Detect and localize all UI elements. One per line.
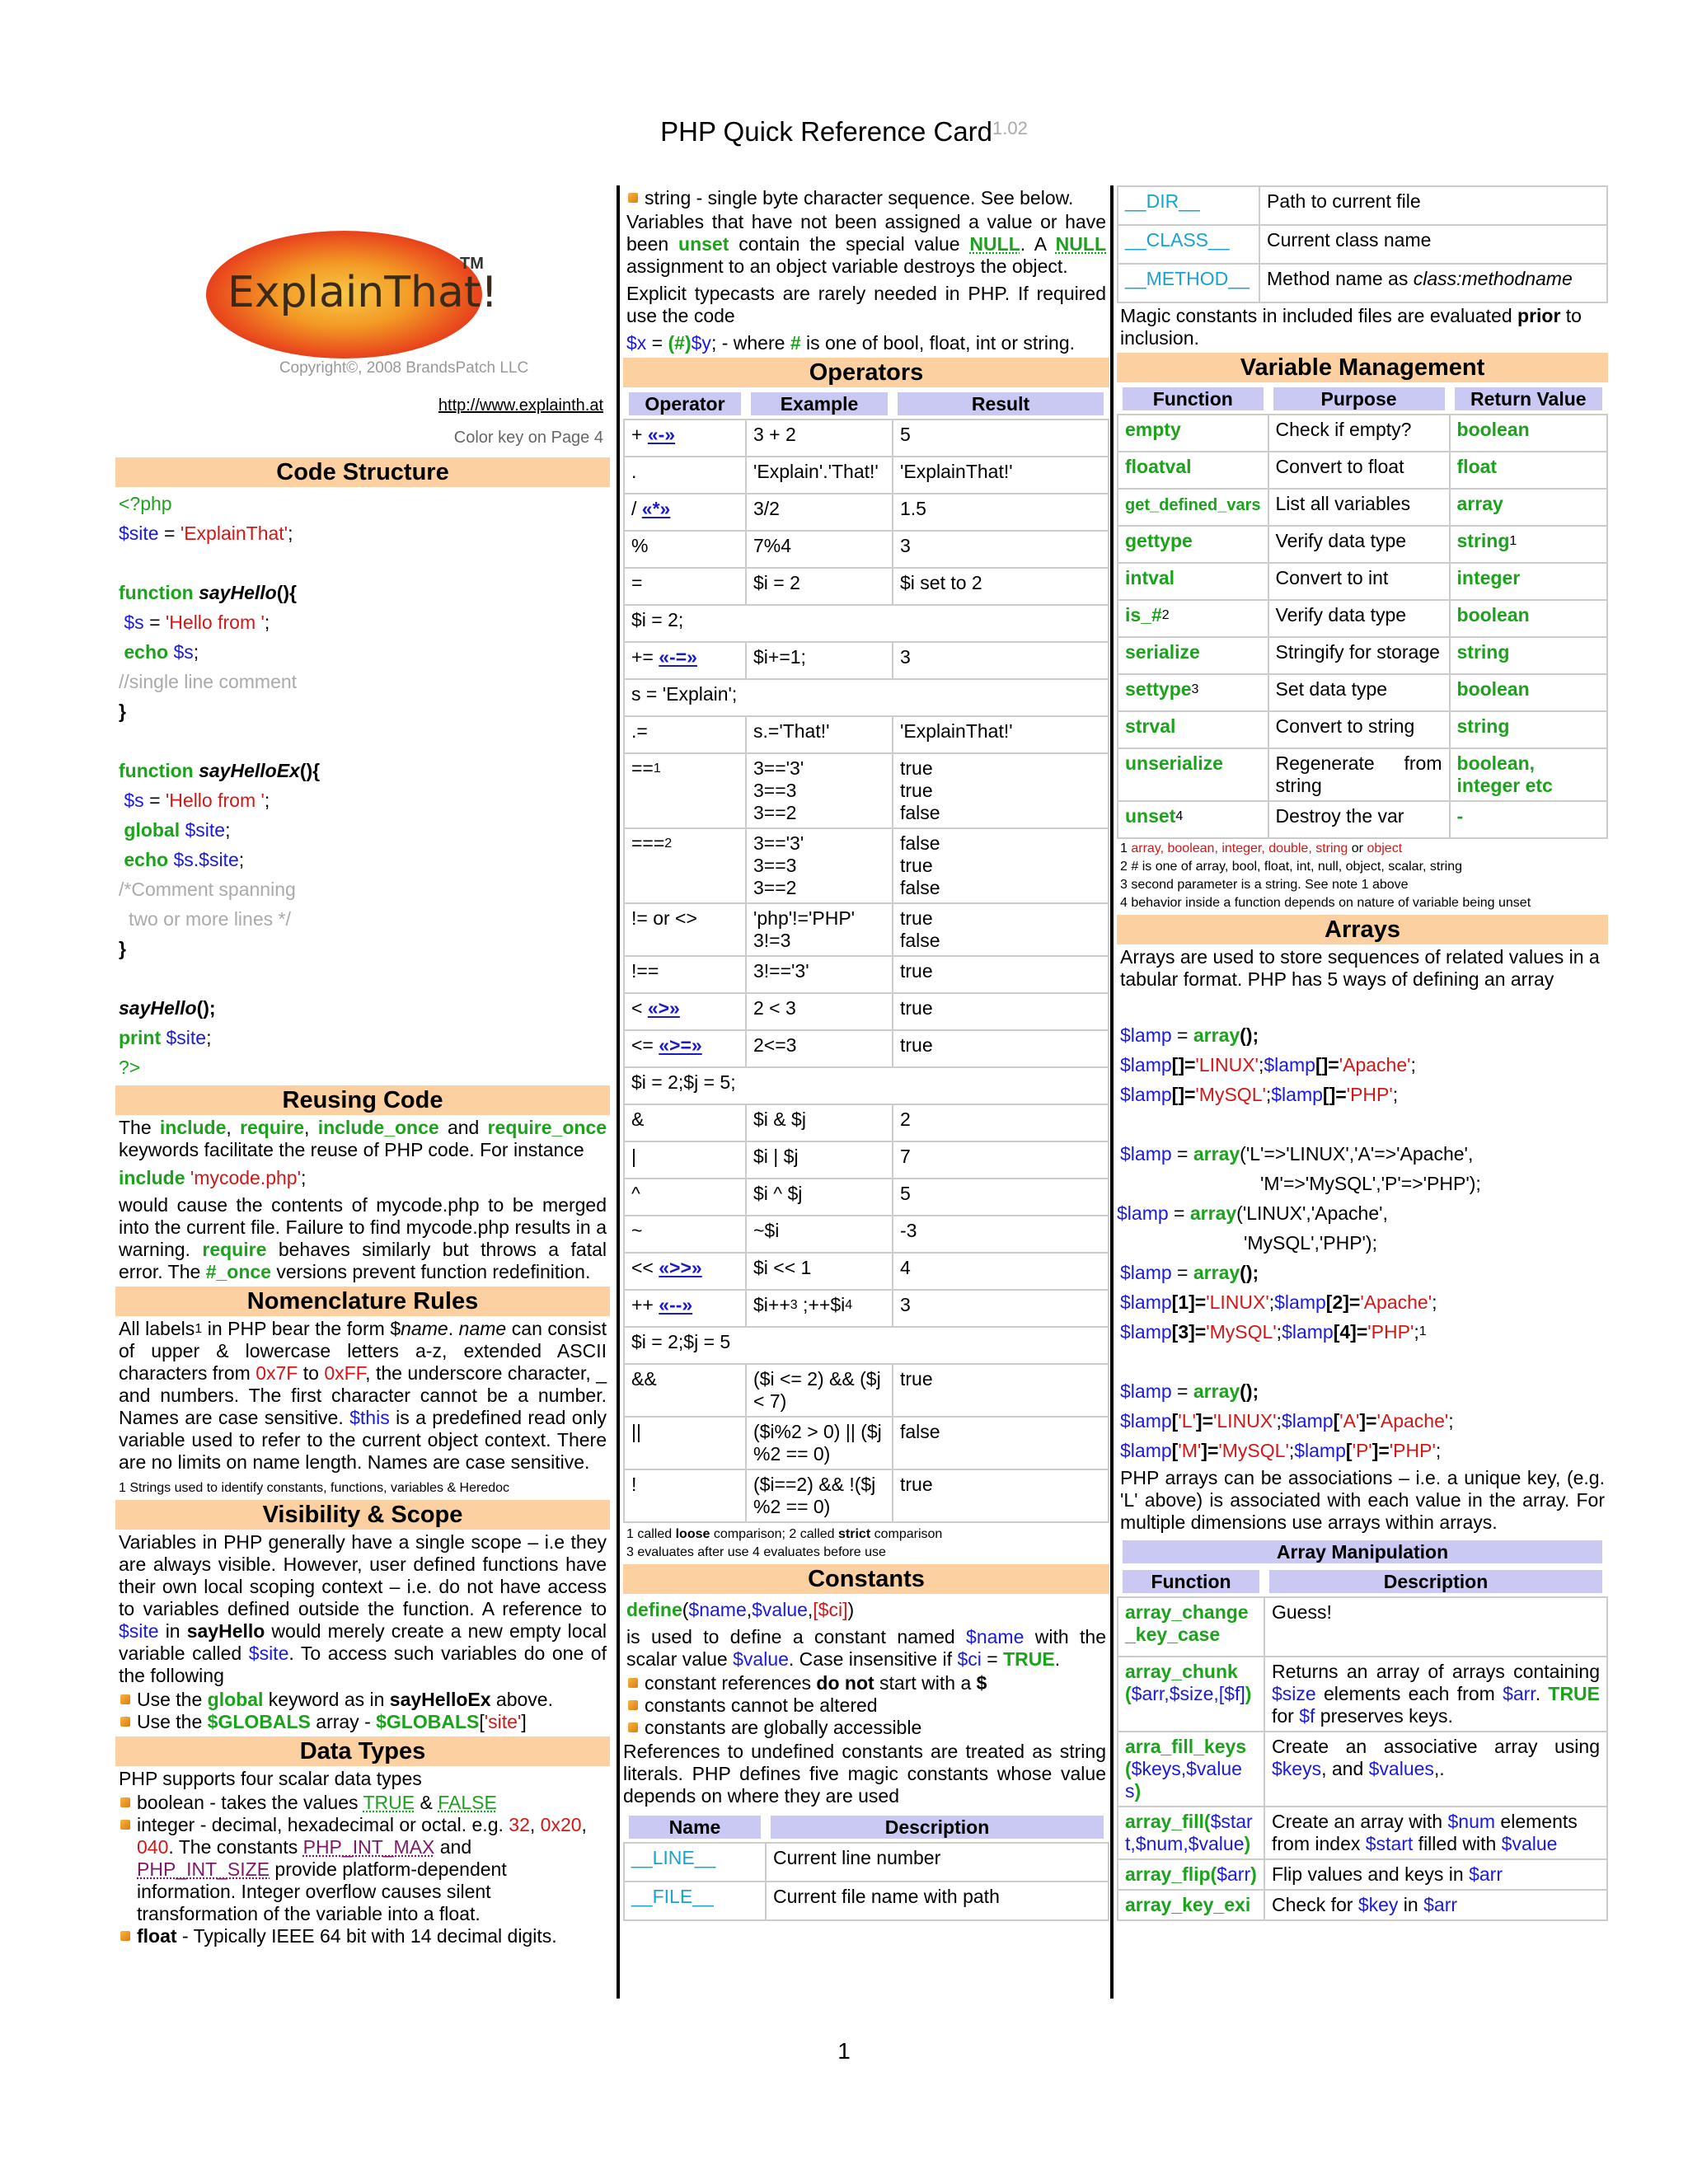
table-cell: gettype bbox=[1118, 526, 1268, 563]
table-row bbox=[624, 1179, 1109, 1216]
table-cell: $i = 2;$j = 5; bbox=[624, 1067, 1109, 1104]
table-cell: 1.5 bbox=[893, 494, 1109, 531]
table-cell: array_fill($start,$num,$value) bbox=[1118, 1807, 1264, 1859]
magic-constants-table-cont bbox=[1117, 185, 1608, 303]
magic-constants-note: Magic constants in included files are evaluated prior to inclusion. bbox=[1120, 305, 1582, 349]
code-line: function sayHelloEx(){ bbox=[119, 760, 321, 781]
table-cell: $i << 1 bbox=[746, 1253, 893, 1290]
header-result: Result bbox=[893, 389, 1109, 419]
table-row bbox=[1118, 1597, 1607, 1657]
bullet-icon bbox=[120, 1797, 130, 1807]
table-row bbox=[1118, 1890, 1607, 1920]
table-cell: || bbox=[624, 1417, 746, 1469]
constants-paragraph: is used to define a constant named $name with the scalar value $value. Case insensitive if $ci = TRUE. bbox=[626, 1626, 1106, 1670]
varmgmt-footnote: 1 array, boolean, integer, double, string or object bbox=[1120, 841, 1403, 855]
array-manipulation-table bbox=[1117, 1537, 1608, 1921]
operators-footnote: 3 evaluates after use 4 evaluates before use bbox=[626, 1545, 886, 1559]
table-row bbox=[1118, 1732, 1607, 1807]
copyright: Copyright©, 2008 BrandsPatch LLC bbox=[279, 359, 529, 377]
table-cell: 7%4 bbox=[746, 531, 893, 568]
column-middle bbox=[617, 185, 1109, 1999]
table-cell: 7 bbox=[893, 1141, 1109, 1179]
table-cell: ~ bbox=[624, 1216, 746, 1253]
table-cell: . bbox=[624, 457, 746, 494]
nomenclature-paragraph: All labels$^1$ in PHP bear the form $name. name can consist of upper & lowercase letters a-z, extended ASCII characters from 0x7F to 0xFF, the underscore character, _ and numbers. The first character cannot be a number. Names are case sensitive. $this is a predefined read only variable used to refer to the current object context. There are no limits on name length. Names are case sensitive. bbox=[119, 1318, 607, 1473]
varmgmt-footnote: 4 behavior inside a function depends on nature of variable being unset bbox=[1120, 896, 1531, 910]
table-row bbox=[624, 1104, 1109, 1141]
logo-area bbox=[115, 185, 610, 359]
code-line: $lamp[]='MySQL';$lamp[]='PHP'; bbox=[1120, 1084, 1399, 1105]
table-cell: s.='That!' bbox=[746, 716, 893, 753]
table-cell: Set data type bbox=[1268, 674, 1450, 711]
table-cell: - bbox=[1450, 801, 1607, 838]
code-line: global $site; bbox=[124, 819, 231, 841]
header-name: Name bbox=[624, 1812, 766, 1843]
table-cell: 3!=='3' bbox=[746, 956, 893, 993]
table-cell: 3 bbox=[893, 1290, 1109, 1327]
bullet-icon bbox=[120, 1717, 130, 1727]
table-cell: 'php'!='PHP' 3!=3 bbox=[746, 903, 893, 956]
code-line: sayHello(); bbox=[119, 997, 216, 1019]
table-cell: ~$i bbox=[746, 1216, 893, 1253]
table-row bbox=[624, 828, 1109, 903]
table-row bbox=[1118, 1657, 1607, 1732]
table-row bbox=[624, 494, 1109, 531]
table-row bbox=[624, 1327, 1109, 1364]
table-cell: 2 bbox=[893, 1104, 1109, 1141]
nomenclature-footnote: 1 Strings used to identify constants, functions, variables & Heredoc bbox=[119, 1481, 510, 1495]
table-cell: ($i%2 > 0) || ($j %2 == 0) bbox=[746, 1417, 893, 1469]
section-constants: Constants bbox=[623, 1564, 1109, 1594]
table-row bbox=[1118, 264, 1607, 302]
table-cell: Current class name bbox=[1259, 225, 1607, 264]
code-line: include 'mycode.php'; bbox=[119, 1167, 307, 1188]
table-cell: $i = 2;$j = 5 bbox=[624, 1327, 1109, 1364]
table-cell: 3 bbox=[893, 642, 1109, 679]
code-line: } bbox=[119, 938, 126, 959]
table-cell: string bbox=[1450, 711, 1607, 748]
table-cell: __METHOD__ bbox=[1118, 264, 1259, 302]
table-row bbox=[624, 993, 1109, 1030]
table-cell: 4 bbox=[893, 1253, 1109, 1290]
visibility-bullet: Use the $GLOBALS array - $GLOBALS['site'] bbox=[119, 1711, 607, 1733]
section-nomenclature: Nomenclature Rules bbox=[115, 1286, 610, 1316]
table-cell: 5 bbox=[893, 1179, 1109, 1216]
table-cell: << «>>» bbox=[624, 1253, 746, 1290]
table-cell: __CLASS__ bbox=[1118, 225, 1259, 264]
table-cell: & bbox=[624, 1104, 746, 1141]
visibility-paragraph: Variables in PHP generally have a single scope – i.e they are always visible. However, user defined functions have their own local scoping context – i.e. do not have access to variables defined outside the function. A reference to $site in sayHello would merely create a new empty local variable called $site. To access such variables do one of the following bbox=[119, 1531, 607, 1686]
table-cell: + «-» bbox=[624, 419, 746, 457]
table-cell: settype$^3$ bbox=[1118, 674, 1268, 711]
reusing-paragraph: The include, require, include_once and require_once keywords facilitate the reuse of PHP code. For instance bbox=[119, 1117, 607, 1160]
table-row bbox=[624, 679, 1109, 716]
operators-table bbox=[623, 389, 1109, 1523]
table-row bbox=[624, 419, 1109, 457]
table-cell: ==$^1$ bbox=[624, 753, 746, 828]
typecast-paragraph: Explicit typecasts are rarely needed in PHP. If required use the code bbox=[626, 283, 1106, 326]
table-cell: Flip values and keys in $arr bbox=[1264, 1859, 1607, 1890]
table-row bbox=[624, 531, 1109, 568]
header-example: Example bbox=[746, 389, 893, 419]
table-cell: Verify data type bbox=[1268, 600, 1450, 637]
table-cell: Destroy the var bbox=[1268, 801, 1450, 838]
bullet-icon bbox=[628, 1722, 638, 1732]
table-cell: string bbox=[1450, 637, 1607, 674]
table-cell: | bbox=[624, 1141, 746, 1179]
table-cell: string$^1$ bbox=[1450, 526, 1607, 563]
varmgmt-table bbox=[1117, 384, 1608, 839]
table-cell: Current line number bbox=[766, 1843, 1109, 1882]
table-cell: __FILE__ bbox=[624, 1882, 766, 1920]
code-line: 'MySQL','PHP'); bbox=[1244, 1232, 1377, 1254]
table-cell: true bbox=[893, 956, 1109, 993]
code-line: echo $s; bbox=[124, 641, 199, 663]
table-cell: 'Explain'.'That!' bbox=[746, 457, 893, 494]
arrays-intro: Arrays are used to store sequences of related values in a tabular format. PHP has 5 ways of defining an array bbox=[1120, 946, 1600, 990]
header-description: Description bbox=[766, 1812, 1109, 1843]
table-row bbox=[1118, 563, 1607, 600]
table-row bbox=[624, 1030, 1109, 1067]
table-row bbox=[1118, 1859, 1607, 1890]
table-cell: Convert to float bbox=[1268, 452, 1450, 489]
constants-bullet: constant references do not start with a $ bbox=[626, 1672, 1106, 1694]
table-row bbox=[1118, 801, 1607, 838]
table-cell: 2 < 3 bbox=[746, 993, 893, 1030]
table-cell: __DIR__ bbox=[1118, 186, 1259, 225]
table-cell: strval bbox=[1118, 711, 1268, 748]
code-line: ?> bbox=[119, 1057, 141, 1078]
code-comment: two or more lines */ bbox=[129, 908, 291, 930]
table-row bbox=[624, 1290, 1109, 1327]
table-cell: array bbox=[1450, 489, 1607, 526]
code-line: $lamp[]='LINUX';$lamp[]='Apache'; bbox=[1120, 1054, 1416, 1076]
table-cell: true false bbox=[893, 903, 1109, 956]
data-type-bullet: float - Typically IEEE 64 bit with 14 decimal digits. bbox=[119, 1925, 607, 1947]
table-cell: array_flip($arr) bbox=[1118, 1859, 1264, 1890]
table-cell: serialize bbox=[1118, 637, 1268, 674]
table-row bbox=[1118, 711, 1607, 748]
reusing-paragraph: would cause the contents of mycode.php to be merged into the current file. Failure to find mycode.php results in a warning. require behaves similarly but throws a fatal error. The #_once versions prevent function redefinition. bbox=[119, 1194, 607, 1282]
table-row bbox=[624, 1067, 1109, 1104]
header-purpose: Purpose bbox=[1268, 384, 1450, 415]
table-cell: 3=='3' 3==3 3==2 bbox=[746, 753, 893, 828]
arrays-assoc-paragraph: PHP arrays can be associations – i.e. a unique key, (e.g. 'L' above) is associated with each value in the array. For multiple dimensions use arrays within arrays. bbox=[1120, 1467, 1605, 1533]
table-cell: boolean bbox=[1450, 415, 1607, 452]
table-row bbox=[624, 903, 1109, 956]
table-cell: boolean bbox=[1450, 600, 1607, 637]
code-line: $s = 'Hello from '; bbox=[124, 790, 270, 811]
table-cell: 5 bbox=[893, 419, 1109, 457]
code-line: $lamp[1]='LINUX';$lamp[2]='Apache'; bbox=[1120, 1291, 1437, 1313]
varmgmt-footnote: 3 second parameter is a string. See note 1 above bbox=[1120, 878, 1409, 892]
table-cell: $i+=1; bbox=[746, 642, 893, 679]
table-row bbox=[624, 1253, 1109, 1290]
page-number: 1 bbox=[837, 2038, 851, 2064]
table-row bbox=[624, 1843, 1109, 1882]
page-title: PHP Quick Reference Card$^{1.02}$ bbox=[660, 116, 1028, 147]
code-line: <?php bbox=[119, 493, 172, 514]
table-cell: List all variables bbox=[1268, 489, 1450, 526]
code-line: function sayHello(){ bbox=[119, 582, 297, 603]
table-cell: __LINE__ bbox=[624, 1843, 766, 1882]
section-visibility: Visibility & Scope bbox=[115, 1500, 610, 1530]
data-types-intro: PHP supports four scalar data types bbox=[119, 1768, 422, 1789]
code-line: } bbox=[119, 701, 126, 722]
table-cell: array_key_exi bbox=[1118, 1890, 1264, 1920]
array-manip-title: Array Manipulation bbox=[1118, 1537, 1607, 1567]
table-cell: true bbox=[893, 1364, 1109, 1417]
constants-paragraph: References to undefined constants are treated as string literals. PHP defines five magic constants whose value depends on where they are used bbox=[623, 1741, 1106, 1807]
code-line: print $site; bbox=[119, 1027, 212, 1048]
table-cell: $i set to 2 bbox=[893, 568, 1109, 605]
code-structure-block bbox=[119, 489, 607, 1082]
table-cell: 3 + 2 bbox=[746, 419, 893, 457]
table-cell: true bbox=[893, 993, 1109, 1030]
table-row bbox=[624, 1216, 1109, 1253]
bullet-icon bbox=[120, 1694, 130, 1704]
site-link[interactable]: http://www.explainth.at bbox=[438, 396, 603, 415]
typecast-code: $x = (#)$y; - where # is one of bool, float, int or string. bbox=[626, 332, 1076, 354]
table-cell: $i = 2 bbox=[746, 568, 893, 605]
table-cell: false bbox=[893, 1417, 1109, 1469]
table-cell: s = 'Explain'; bbox=[624, 679, 1109, 716]
table-cell: true bbox=[893, 1030, 1109, 1067]
table-cell: !== bbox=[624, 956, 746, 993]
table-cell: Regenerate from string bbox=[1268, 748, 1450, 801]
table-cell: ($i <= 2) && ($j < 7) bbox=[746, 1364, 893, 1417]
visibility-bullet: Use the global keyword as in sayHelloEx above. bbox=[119, 1689, 607, 1711]
constants-bullet: constants are globally accessible bbox=[626, 1717, 1106, 1739]
table-cell: Current file name with path bbox=[766, 1882, 1109, 1920]
table-row bbox=[1118, 489, 1607, 526]
table-cell: Convert to int bbox=[1268, 563, 1450, 600]
table-cell: Create an array with $num elements from index $start filled with $value bbox=[1264, 1807, 1607, 1859]
varmgmt-footnote: 2 # is one of array, bool, float, int, null, object, scalar, string bbox=[1120, 860, 1463, 874]
code-line: $lamp['M']='MySQL';$lamp['P']='PHP'; bbox=[1120, 1440, 1442, 1461]
section-variable-management: Variable Management bbox=[1117, 353, 1608, 382]
table-cell: array_change_key_case bbox=[1118, 1597, 1264, 1657]
table-cell: Create an associative array using $keys, and $values,. bbox=[1264, 1732, 1607, 1807]
table-cell: empty bbox=[1118, 415, 1268, 452]
constants-bullet: constants cannot be altered bbox=[626, 1694, 1106, 1717]
table-cell: 2<=3 bbox=[746, 1030, 893, 1067]
table-cell: 3 bbox=[893, 531, 1109, 568]
table-cell: / «*» bbox=[624, 494, 746, 531]
table-row bbox=[624, 1141, 1109, 1179]
section-operators: Operators bbox=[623, 358, 1109, 387]
code-line: $s = 'Hello from '; bbox=[124, 612, 270, 633]
table-cell: arra_fill_keys($keys,$values) bbox=[1118, 1732, 1264, 1807]
table-cell: integer bbox=[1450, 563, 1607, 600]
table-cell: Path to current file bbox=[1259, 186, 1607, 225]
magic-constants-table bbox=[623, 1812, 1109, 1921]
table-cell: floatval bbox=[1118, 452, 1268, 489]
code-comment: //single line comment bbox=[119, 671, 298, 692]
table-cell: boolean, integer etc bbox=[1450, 748, 1607, 801]
code-line: $lamp = array('L'=>'LINUX','A'=>'Apache', bbox=[1120, 1143, 1474, 1165]
table-cell: $i & $j bbox=[746, 1104, 893, 1141]
table-cell: ! bbox=[624, 1469, 746, 1522]
code-line: $site = 'ExplainThat'; bbox=[119, 523, 293, 544]
table-cell: Method name as class:methodname bbox=[1259, 264, 1607, 302]
column-right bbox=[1110, 185, 1608, 1999]
section-data-types: Data Types bbox=[115, 1736, 610, 1766]
table-row bbox=[624, 568, 1109, 605]
logo-text: ExplainThat! bbox=[227, 268, 499, 317]
table-row bbox=[624, 1882, 1109, 1920]
code-comment: /*Comment spanning bbox=[119, 879, 296, 900]
code-line: $lamp['L']='LINUX';$lamp['A']='Apache'; bbox=[1120, 1410, 1454, 1432]
table-cell: $i ^ $j bbox=[746, 1179, 893, 1216]
table-cell: 3=='3' 3==3 3==2 bbox=[746, 828, 893, 903]
code-line: $lamp = array(); bbox=[1120, 1262, 1259, 1283]
code-line: $lamp = array(); bbox=[1120, 1024, 1259, 1046]
table-row bbox=[624, 1417, 1109, 1469]
table-cell: .= bbox=[624, 716, 746, 753]
section-arrays: Arrays bbox=[1117, 915, 1608, 944]
table-row bbox=[624, 956, 1109, 993]
header-function: Function bbox=[1118, 1567, 1264, 1597]
bullet-icon bbox=[628, 1678, 638, 1688]
table-row bbox=[1118, 452, 1607, 489]
table-cell: 'ExplainThat!' bbox=[893, 457, 1109, 494]
table-cell: Returns an array of arrays containing $size elements each from $arr. TRUE for $f preserves keys. bbox=[1264, 1657, 1607, 1732]
code-line: $lamp = array(); bbox=[1120, 1380, 1259, 1402]
table-cell: ++ «--» bbox=[624, 1290, 746, 1327]
table-row bbox=[1118, 186, 1607, 225]
table-row bbox=[1118, 526, 1607, 563]
table-cell: Convert to string bbox=[1268, 711, 1450, 748]
table-cell: $i = 2; bbox=[624, 605, 1109, 642]
table-cell: ^ bbox=[624, 1179, 746, 1216]
table-row bbox=[1118, 1807, 1607, 1859]
table-cell: boolean bbox=[1450, 674, 1607, 711]
table-row bbox=[1118, 748, 1607, 801]
table-cell: ===$^2$ bbox=[624, 828, 746, 903]
table-cell: is_#$^2$ bbox=[1118, 600, 1268, 637]
data-type-bullet: string - single byte character sequence. See below. bbox=[626, 187, 1106, 209]
table-row bbox=[624, 1469, 1109, 1522]
table-cell: Check if empty? bbox=[1268, 415, 1450, 452]
trademark: TM bbox=[460, 255, 484, 273]
table-cell: true true false bbox=[893, 753, 1109, 828]
table-cell: 3/2 bbox=[746, 494, 893, 531]
table-cell: Stringify for storage bbox=[1268, 637, 1450, 674]
table-cell: += «-=» bbox=[624, 642, 746, 679]
table-row bbox=[1118, 415, 1607, 452]
table-cell: true bbox=[893, 1469, 1109, 1522]
table-cell: intval bbox=[1118, 563, 1268, 600]
header-operator: Operator bbox=[624, 389, 746, 419]
table-cell: $i | $j bbox=[746, 1141, 893, 1179]
operators-footnote: 1 called loose comparison; 2 called strict comparison bbox=[626, 1527, 943, 1541]
table-cell: false true false bbox=[893, 828, 1109, 903]
table-row bbox=[1118, 674, 1607, 711]
table-row bbox=[624, 716, 1109, 753]
table-cell: Verify data type bbox=[1268, 526, 1450, 563]
table-cell: Guess! bbox=[1264, 1597, 1607, 1657]
table-cell: float bbox=[1450, 452, 1607, 489]
table-cell: ($i==2) && !($j %2 == 0) bbox=[746, 1469, 893, 1522]
color-key-note: Color key on Page 4 bbox=[453, 429, 603, 447]
version: 1.02 bbox=[992, 118, 1028, 138]
table-cell: -3 bbox=[893, 1216, 1109, 1253]
table-cell: && bbox=[624, 1364, 746, 1417]
code-line: 'M'=>'MySQL','P'=>'PHP'); bbox=[1260, 1173, 1481, 1194]
bullet-icon bbox=[628, 193, 638, 203]
code-line: $lamp = array('LINUX','Apache', bbox=[1117, 1202, 1388, 1224]
header-description: Description bbox=[1264, 1567, 1607, 1597]
table-cell: unserialize bbox=[1118, 748, 1268, 801]
table-row bbox=[624, 753, 1109, 828]
table-cell: < «>» bbox=[624, 993, 746, 1030]
data-type-bullet: boolean - takes the values TRUE & FALSE bbox=[119, 1792, 607, 1814]
arrays-code bbox=[1117, 1020, 1605, 1465]
define-signature: define($name,$value,[$ci]) bbox=[626, 1599, 855, 1620]
table-cell: array_chunk($arr,$size,[$f]) bbox=[1118, 1657, 1264, 1732]
code-line: $lamp[3]='MySQL';$lamp[4]='PHP';$^1$ bbox=[1120, 1321, 1427, 1343]
table-cell: Check for $key in $arr bbox=[1264, 1890, 1607, 1920]
table-cell: 'ExplainThat!' bbox=[893, 716, 1109, 753]
table-row bbox=[624, 605, 1109, 642]
table-cell: $i++$^3$ $;++\$i^4$ bbox=[746, 1290, 893, 1327]
table-cell: <= «>=» bbox=[624, 1030, 746, 1067]
data-type-bullet: integer - decimal, hexadecimal or octal. e.g. 32, 0x20, 040. The constants PHP_INT_MAX and PHP_INT_SIZE provide platform-dependent information. Integer overflow causes silent transformation of the variable into a float. bbox=[119, 1814, 607, 1925]
column-left bbox=[115, 185, 610, 1947]
bullet-icon bbox=[120, 1931, 130, 1941]
table-cell: get_defined_vars bbox=[1118, 489, 1268, 526]
table-cell: = bbox=[624, 568, 746, 605]
table-cell: unset$^4$ bbox=[1118, 801, 1268, 838]
section-reusing-code: Reusing Code bbox=[115, 1085, 610, 1115]
table-cell: % bbox=[624, 531, 746, 568]
table-row bbox=[1118, 637, 1607, 674]
table-row bbox=[1118, 225, 1607, 264]
table-row bbox=[624, 1364, 1109, 1417]
code-line: echo $s.$site; bbox=[124, 849, 245, 870]
table-row bbox=[624, 457, 1109, 494]
table-row bbox=[1118, 600, 1607, 637]
null-paragraph: Variables that have not been assigned a value or have been unset contain the special value NULL. A NULL assignment to an object variable destroys the object. bbox=[626, 211, 1106, 277]
table-cell: != or <> bbox=[624, 903, 746, 956]
section-code-structure: Code Structure bbox=[115, 457, 610, 487]
table-row bbox=[624, 642, 1109, 679]
header-function: Function bbox=[1118, 384, 1268, 415]
header-return: Return Value bbox=[1450, 384, 1607, 415]
bullet-icon bbox=[628, 1700, 638, 1710]
bullet-icon bbox=[120, 1820, 130, 1830]
